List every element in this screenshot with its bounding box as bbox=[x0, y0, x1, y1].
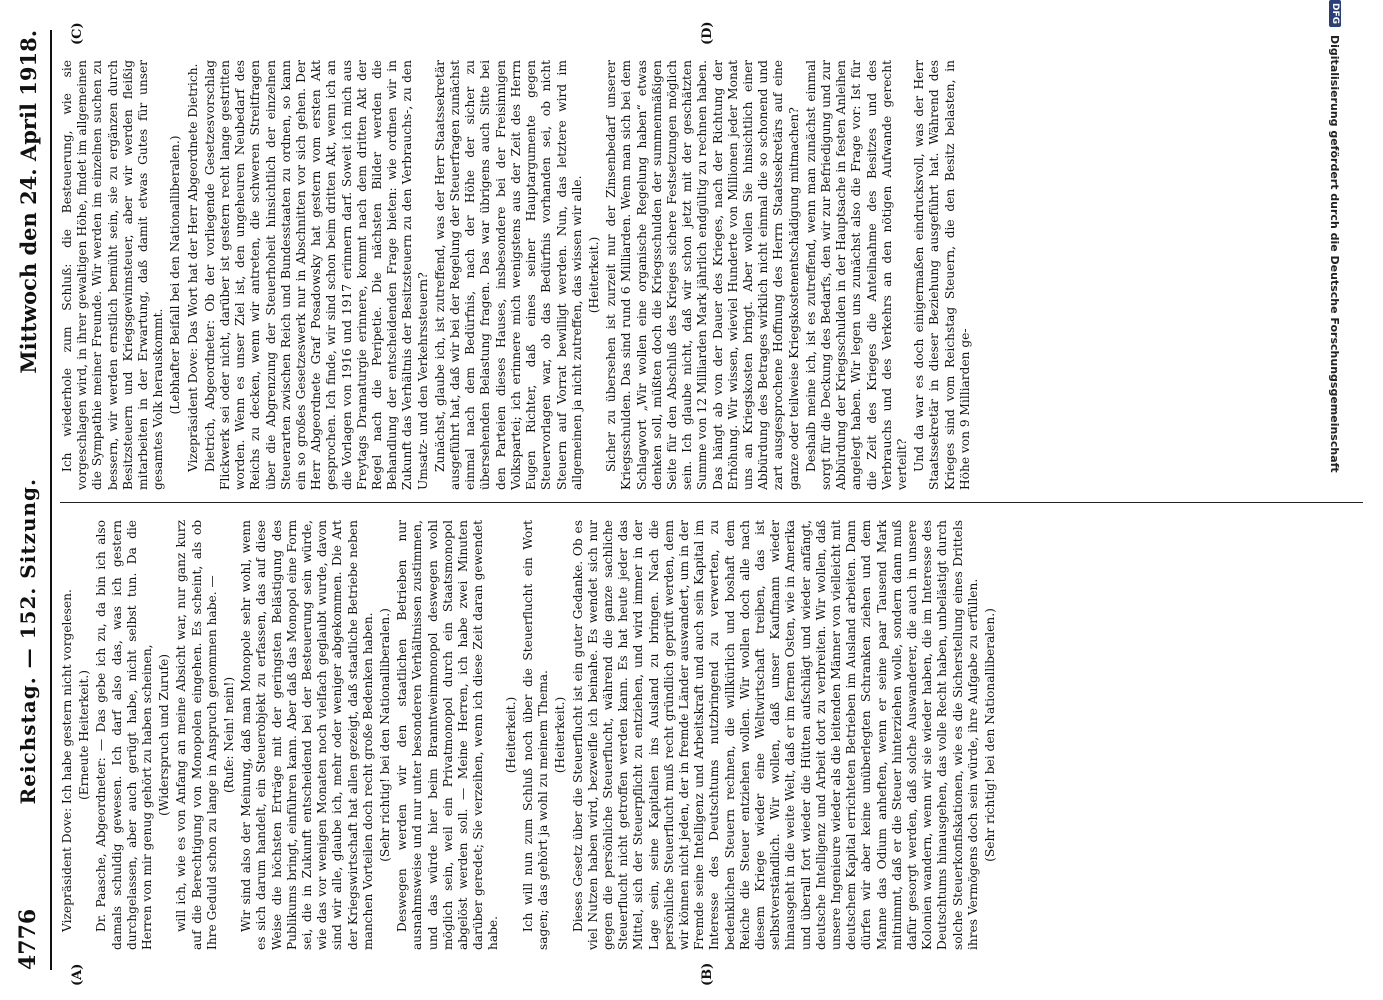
dfg-logo: DFG bbox=[1329, 0, 1341, 27]
paragraph: Dr. Paasche, Abgeordneter: — Das gebe ich zu, da bin ich also damals schuldig gewesen. Ich darf also das, was ich gestern durchgelassen, aber auch gerügt habe, nicht selbst tun. Da die Herren von mir genug gehört zu haben scheinen, bbox=[94, 520, 155, 950]
paragraph: Dietrich, Abgeordneter: Ob der vorliegende Gesetzesvorschlag Flickwerk sei oder nicht, darüber ist gestern recht lange gestritten worden. Wenn es unser Ziel ist, den ungeheuren Neubedarf des Reichs zu decken, wenn wir antreten, die schweren Streitfragen über die Abgrenzung der Steuerhoheit hinsichtlich der einzelnen Steuerarten zwischen Reich und Bundesstaaten zu ordnen, so kann ein so großes Gesetzeswerk nur in Abschnitten vor sich gehen. Der Herr Abgeordnete Graf Posadowsky hat gestern vom ersten Akt gesprochen. Ich finde, wir sind schon beim dritten Akt, wenn ich an die Vorlagen von 1916 und 1917 erinnern darf. Soweit ich mich aus Freytags Dramaturgie erinnere, kommt nach dem dritten Akt der Regel nach die Peripetie. Die nächsten Bilder werden die Behandlung der entscheidenden Frage bieten: wie ordnen wir in Zukunft das Verhältnis der Besitzsteuern zu den Verbrauchs-, zu den Umsatz- und den Verkehrssteuern? bbox=[202, 60, 430, 490]
left-column bbox=[60, 520, 1363, 950]
interjection: (Heiterkeit.) bbox=[553, 696, 568, 774]
session-date: Mittwoch den 24. April 1918. bbox=[15, 30, 41, 374]
interjection: (Heiterkeit.) bbox=[586, 236, 601, 314]
paragraph: Dieses Gesetz über die Steuerflucht ist ein guter Gedanke. Ob es viel Nutzen haben wird, bezweifle ich beinahe. Es wendet sich nur gegen die persönliche Steuerflucht, während die ganze sachliche Steuerflucht nicht getroffen werden kann. Es hat heute jeder das Mittel, sich der Steuerpflicht zu entziehen, und wird immer in der Lage sein, seine Kapitalien ins Ausland zu bringen. Nach die persönliche Steuerflucht muß recht gründlich geprüft werden, denn wir können nicht jeden, der in fremde Länder auswandert, um in der Fremde seine Intelligenz und Arbeitskraft und auch sein Kapital im Interesse des Deutschtums nutzbringend zu verwerten, zu bedenklichen Steuern rechnen, die willkürlich und boshaft dem Reiche die Steuer entziehen wollen. Wir wollen doch alle nach diesem Kriege wieder eine Weltwirtschaft treiben, das ist selbstverständlich. Wir wollen, daß unser Kaufmann wieder hinausgeht in die weite Welt, daß er im fernen Osten, wie in Amerika und überall fort wieder die Hütten aufschlägt und wieder anfängt, deutsche Intelligenz und Arbeit dort zu verbreiten. Wir wollen, daß unsere Ingenieure wieder als die leitenden Männer von vielleicht mit deutschem Kapital errichteten Betrieben im Ausland arbeiten. Dann dürfen wir aber keine unüberlegten Schranken ziehen und dem Manne das Odium anheften, wenn er seine paar Tausend Mark mitnimmt, daß er die Steuer hinterziehen wolle, sondern dann muß dafür gesorgt werden, daß solche Auswanderer, die auch in unsere Kolonien wandern, wenn wir sie wieder haben, die im Interesse des Deutschtums hinausgehen, das volle Recht haben, unbelästigt durch solche Steuerkonfiskationen, wie es die Sicherstellung eines Drittels ihres Vermögens doch sein würde, ihre Aufgabe zu erfüllen. bbox=[570, 520, 980, 950]
header-rule bbox=[50, 30, 52, 970]
paragraph: Deshalb meine ich, ist es zutreffend, wenn man zunächst einmal sorgt für die Deckung des Bedarfs, den wir zur Befriedigung und zur Abbürdung der Kriegsschulden in der Hauptsache in festen Anleihen angelegt haben. Wir legen uns zunächst also die Frage vor: Ist für die Zeit des Krieges die Anteilnahme des Besitzes und des Verbrauchs und des Verkehrs an den nötigen Aufwande gerecht verteilt? bbox=[803, 60, 909, 490]
digitization-credit bbox=[1320, 0, 1350, 1000]
column-divider bbox=[60, 502, 1363, 503]
credit-text: Digitalisierung gefördert durch die Deutsche Forschungsgemeinschaft bbox=[1328, 35, 1342, 473]
paragraph: Ich will nun zum Schluß noch über die Steuerflucht ein Wort sagen; das gehört ja wohl zu meinem Thema. bbox=[520, 520, 551, 950]
interjection: (Sehr richtig! bei den Nationalliberalen.) bbox=[982, 608, 997, 862]
margin-mark-a: (A) bbox=[70, 963, 85, 986]
interjection: (Sehr richtig! bei den Nationalliberalen.) bbox=[378, 608, 393, 862]
margin-mark-d: (D) bbox=[700, 21, 715, 45]
paragraph: Vizepräsident Dove: Das Wort hat der Herr Abgeordnete Dietrich. bbox=[185, 63, 200, 472]
paragraph: Zunächst, glaube ich, ist zutreffend, was der Herr Staatssekretär ausgeführt hat, daß wir bei der Regelung der Steuerfragen zunächst einmal nach dem Bedürfnis, nach der Höhe der sicher zu übersehenden Belastung fragen. Das war übrigens auch Sitte bei den Parteien dieses Hauses, insbesondere bei der Freisinnigen Volkspartei; ich erinnere mich wenigstens aus der Zeit des Herrn Eugen Richter, daß eines seiner Hauptargumente gegen Steuervorlagen war, ob das Bedürfnis vorhanden sei, ob nicht Steuern auf Vorrat bewilligt werden. Nun, das letztere wird im allgemeinen ja nicht zutreffen, das wissen wir alle. bbox=[432, 60, 584, 490]
margin-mark-c: (C) bbox=[70, 22, 85, 45]
right-column bbox=[60, 60, 1363, 490]
interjection: (Lebhafter Beifall bei den Nationalliberalen.) bbox=[168, 135, 183, 415]
paragraph: Und da war es doch einigermaßen eindrucksvoll, was der Herr Staatssekretär in dieser Beziehung ausgeführt hat. Während des Krieges sind vom Reichstag Steuern, die den Besitz belasten, in Höhe von 9 Milliarden ge- bbox=[912, 60, 972, 490]
interjection: (Widerspruch und Zurufe) bbox=[157, 654, 172, 816]
margin-mark-b: (B) bbox=[700, 962, 715, 986]
paragraph: Ich wiederhole zum Schluß: die Besteuerung, wie sie vorgeschlagen wird, in ihrer gewaltigen Höhe, findet im allgemeinen die Sympathie meiner Freunde. Wir werden im einzelnen suchen zu bessern, wir werden ernstlich bemüht sein, sie zu ergänzen durch Besitzsteuern und Kriegsgewinnsteuer, aber wir werden fleißig mitarbeiten in der Erwartung, daß damit etwas Gutes für unser gesamtes Volk herauskommt. bbox=[60, 60, 166, 490]
session-title: Reichstag. — 152. Sitzung. bbox=[16, 478, 40, 805]
paragraph: Deswegen werden wir den staatlichen Betrieben nur ausnahmsweise und nur unter besonderen Verhältnissen zustimmen, und das würde hier beim Branntweinmonopol deswegen wohl möglich sein, weil ein Privatmonopol durch ein Staatsmonopol abgelöst werden soll. — Meine Herren, ich habe zwei Minuten darüber geredet; Sie verzeihen, wenn ich diese Zeit daran gewendet habe. bbox=[395, 520, 501, 950]
paragraph: will ich, wie es von Anfang an meine Absicht war, nur ganz kurz auf die Berechtigung von Monopolen eingehen. Es scheint, als ob Ihre Geduld schon zu lange in Anspruch genommen habe. — bbox=[174, 520, 219, 950]
paragraph: Wir sind also der Meinung, daß man Monopole sehr wohl, wenn es sich darum handelt, ein Steuerobjekt zu erfassen, das auf diese Weise die höchsten Erträge mit der geringsten Belästigung des Publikums bringt, einführen kann. Aber daß das Monopol eine Form sei, die in Zukunft entscheidend bei der Besteuerung sein würde, wie das vor wenigen Monaten noch vielfach geglaubt wurde, davon sind wir alle, glaube ich, mehr oder weniger abgekommen. Die Art der Kriegswirtschaft hat allen gezeigt, daß staatliche Betriebe neben manchen Vorteilen doch recht große Bedenken haben. bbox=[239, 520, 375, 950]
interjection: (Erneute Heiterkeit.) bbox=[77, 669, 92, 801]
page-number: 4776 bbox=[15, 908, 41, 970]
interjection: (Heiterkeit.) bbox=[503, 696, 518, 774]
paragraph: Sicher zu übersehen ist zurzeit nur der Zinsenbedarf unserer Kriegsschulden. Das sind rund 6 Milliarden. Wenn man sich bei dem Schlagwort „Wir wollen eine organische Regelung haben“ etwas denken soll, müßten doch die Kriegsschulden der summenmäßigen Seite für den Abschluß des Krieges sichere Festsetzungen möglich sein. Ich glaube nicht, daß wir schon jetzt mit der geschätzten Summe von 12 Milliarden Mark jährlich endgültig zu rechnen haben. Das hängt ab von der Dauer des Krieges, nach der Richtung der Erhöhung. Wir wissen, wieviel Hunderte von Millionen jeder Monat uns an Kriegskosten bringt. Aber wollen Sie hinsichtlich einer Abbürdung des Betrages wirklich nicht einmal die so schonend und zart ausgesprochene Hoffnung des Herrn Staatssekretärs auf eine ganze oder teilweise Kriegskostenentschädigung mitmachen? bbox=[604, 60, 801, 490]
page-header bbox=[8, 30, 48, 970]
interjection: (Rufe: Nein! nein!) bbox=[222, 676, 237, 794]
paragraph: Vizepräsident Dove: Ich habe gestern nicht vorgelesen. bbox=[60, 589, 74, 932]
